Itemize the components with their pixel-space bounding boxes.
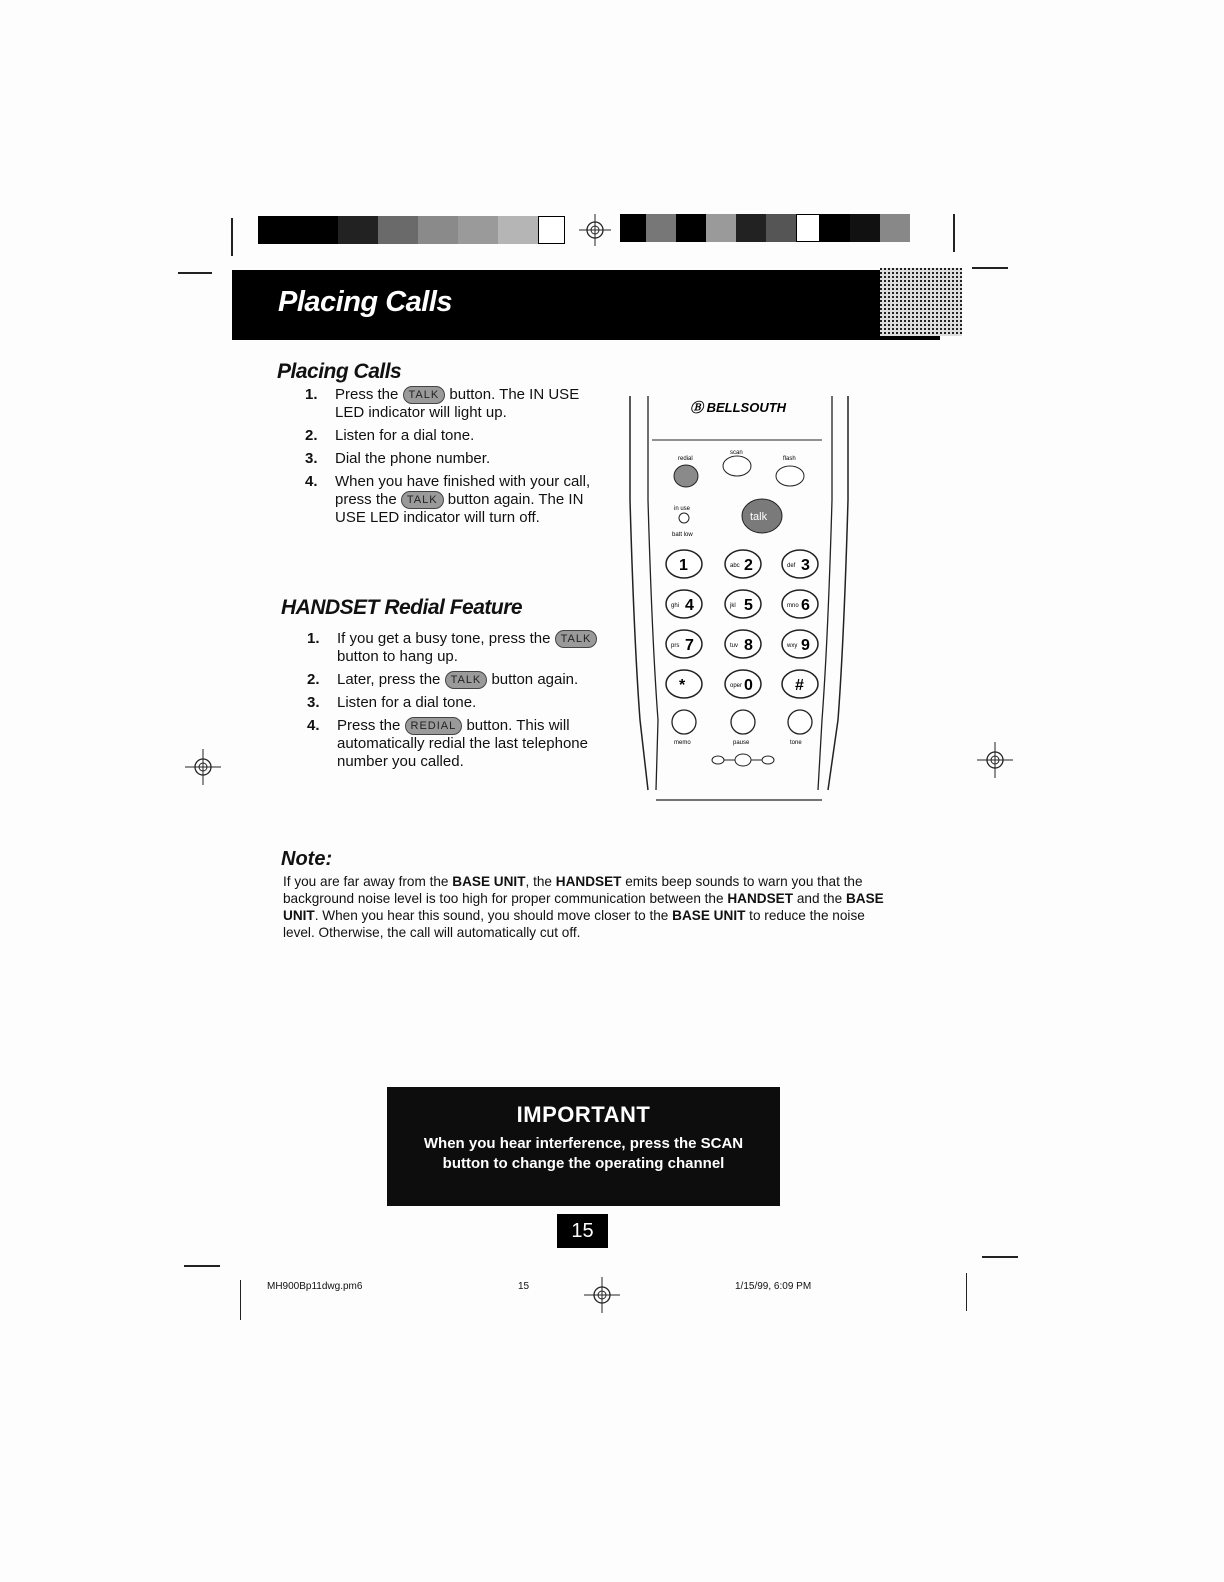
registration-crosshair-right: [975, 740, 1015, 780]
step-item: [305, 450, 605, 468]
in-use-led-icon: [679, 513, 689, 523]
registration-crosshair-bottom: [582, 1275, 622, 1315]
important-message: [387, 1134, 780, 1174]
key-letters: prs: [671, 643, 680, 649]
step-text: button again. The IN USE LED indicator will turn off.: [335, 491, 584, 526]
step-item: [307, 630, 612, 666]
page-number: 15: [557, 1214, 608, 1248]
section-heading-placing-calls: Placing Calls: [277, 360, 402, 383]
crop-mark-bottom-left-v: [240, 1280, 241, 1320]
crop-mark-top-right: [972, 267, 1008, 269]
scan-button-icon: [723, 456, 751, 476]
key-digit: 4: [685, 597, 694, 614]
handset-illustration: [622, 390, 858, 810]
note-text: , the: [525, 874, 556, 889]
crop-mark-bottom-right: [982, 1256, 1018, 1258]
memo-label: memo: [674, 740, 691, 746]
step-item: [305, 427, 605, 445]
step-text: When you have finished with your call, press the: [335, 473, 591, 508]
redial-steps: [307, 630, 612, 776]
step-item: [307, 717, 612, 771]
key-digit: 0: [744, 677, 753, 694]
step-item: [305, 386, 605, 422]
step-text: button again.: [487, 671, 579, 688]
flash-label: flash: [783, 456, 796, 462]
key-digit: 2: [744, 557, 753, 574]
crop-mark-left: [231, 218, 233, 256]
footer-date: 1/15/99, 6:09 PM: [735, 1281, 812, 1292]
note-text: . When you hear this sound, you should move closer to the: [314, 908, 673, 923]
note-emphasis: BASE UNIT: [452, 874, 526, 889]
step-text: Listen for a dial tone.: [335, 427, 475, 444]
step-item: [307, 694, 612, 712]
scan-label: scan: [730, 450, 743, 456]
footer-page: 15: [518, 1281, 530, 1292]
step-number: 4.: [305, 473, 318, 490]
registration-crosshair-top: [575, 210, 615, 250]
step-number: 2.: [307, 671, 320, 688]
step-text: button to hang up.: [337, 648, 458, 665]
talk-button-icon: TALK: [555, 630, 598, 648]
step-number: 1.: [305, 386, 318, 403]
key-digit: 6: [801, 597, 810, 614]
note-text: and the: [793, 891, 846, 906]
page-title: Placing Calls: [278, 286, 453, 318]
note-text: emits beep sounds to warn you that the background noise level is too high for proper communication between the: [283, 874, 863, 906]
important-heading: IMPORTANT: [516, 1102, 651, 1127]
key-digit: 1: [679, 557, 688, 574]
redial-button-icon: REDIAL: [405, 717, 463, 735]
step-text: Press the: [337, 717, 405, 734]
step-text: If you get a busy tone, press the: [337, 630, 555, 647]
important-line-1: When you hear interference, press the SCAN: [423, 1135, 744, 1152]
step-number: 2.: [305, 427, 318, 444]
color-registration-bar-right: [620, 214, 930, 242]
step-text: button. The IN USE LED indicator will light up.: [335, 386, 580, 421]
crop-mark-bottom-right-v: [966, 1273, 967, 1311]
note-emphasis: HANDSET: [555, 874, 622, 889]
pause-label: pause: [733, 740, 750, 746]
pause-button-icon: [731, 710, 755, 734]
key-letters: def: [787, 563, 796, 569]
step-item: [305, 473, 605, 527]
color-registration-bar-left: [258, 216, 565, 244]
batt-low-label: batt low: [672, 532, 693, 538]
key-letters: ghi: [671, 603, 680, 609]
section-heading-redial: HANDSET Redial Feature: [281, 596, 523, 619]
note-emphasis: HANDSET: [727, 891, 794, 906]
talk-button-icon: TALK: [445, 671, 488, 689]
in-use-label: in use: [674, 506, 691, 512]
note-text: to reduce the noise level. Otherwise, the call will automatically cut off.: [283, 908, 865, 940]
note-text: If you are far away from the: [283, 874, 453, 889]
tone-button-icon: [788, 710, 812, 734]
step-number: 1.: [307, 630, 320, 647]
step-number: 4.: [307, 717, 320, 734]
key-letters: oper: [730, 683, 743, 689]
key-letters: jkl: [730, 603, 736, 609]
header-band: [232, 270, 940, 340]
crop-mark-bottom-left: [184, 1265, 220, 1267]
step-item: [307, 671, 612, 689]
key-digit: #: [795, 677, 804, 694]
registration-crosshair-left: [183, 747, 223, 787]
step-text: button. This will automatically redial the last telephone number you called.: [337, 717, 588, 770]
note-emphasis: BASE UNIT: [672, 908, 746, 923]
key-digit: 7: [685, 637, 694, 654]
volume-center-icon: [735, 754, 751, 766]
redial-button-icon: [674, 465, 698, 487]
key-digit: 8: [744, 637, 753, 654]
key-digit: 3: [801, 557, 810, 574]
flash-button-icon: [776, 466, 804, 486]
crop-mark-top-left: [178, 272, 212, 274]
bellsouth-logo: Ⓑ BELLSOUTH: [690, 400, 787, 415]
key-letters: tuv: [730, 643, 739, 649]
talk-button-icon: TALK: [401, 491, 444, 509]
redial-label: redial: [678, 456, 693, 462]
step-text: Press the: [335, 386, 403, 403]
step-number: 3.: [305, 450, 318, 467]
step-text: Listen for a dial tone.: [337, 694, 477, 711]
placing-calls-steps: [305, 386, 605, 532]
volume-down-icon: [712, 756, 724, 764]
talk-label: talk: [750, 511, 768, 523]
step-text: Later, press the: [337, 671, 445, 688]
note-title: Note:: [281, 848, 333, 870]
crop-mark-right: [953, 214, 955, 252]
talk-button-icon: TALK: [403, 386, 446, 404]
important-box: [387, 1087, 780, 1206]
note-emphasis: BASE UNIT: [283, 891, 884, 923]
key-letters: abc: [730, 563, 740, 569]
step-number: 3.: [307, 694, 320, 711]
header-halftone-texture: [880, 268, 962, 336]
footer-filename: MH900Bp11dwg.pm6: [267, 1281, 363, 1292]
key-letters: wxy: [787, 643, 798, 649]
key-digit: 9: [801, 637, 810, 654]
note-body: [283, 873, 893, 941]
key-letters: mno: [787, 603, 799, 609]
tone-label: tone: [790, 740, 802, 746]
key-digit: *: [679, 677, 686, 694]
memo-button-icon: [672, 710, 696, 734]
step-text: Dial the phone number.: [335, 450, 491, 467]
important-line-2: button to change the operating channel: [442, 1155, 725, 1172]
volume-up-icon: [762, 756, 774, 764]
key-digit: 5: [744, 597, 753, 614]
